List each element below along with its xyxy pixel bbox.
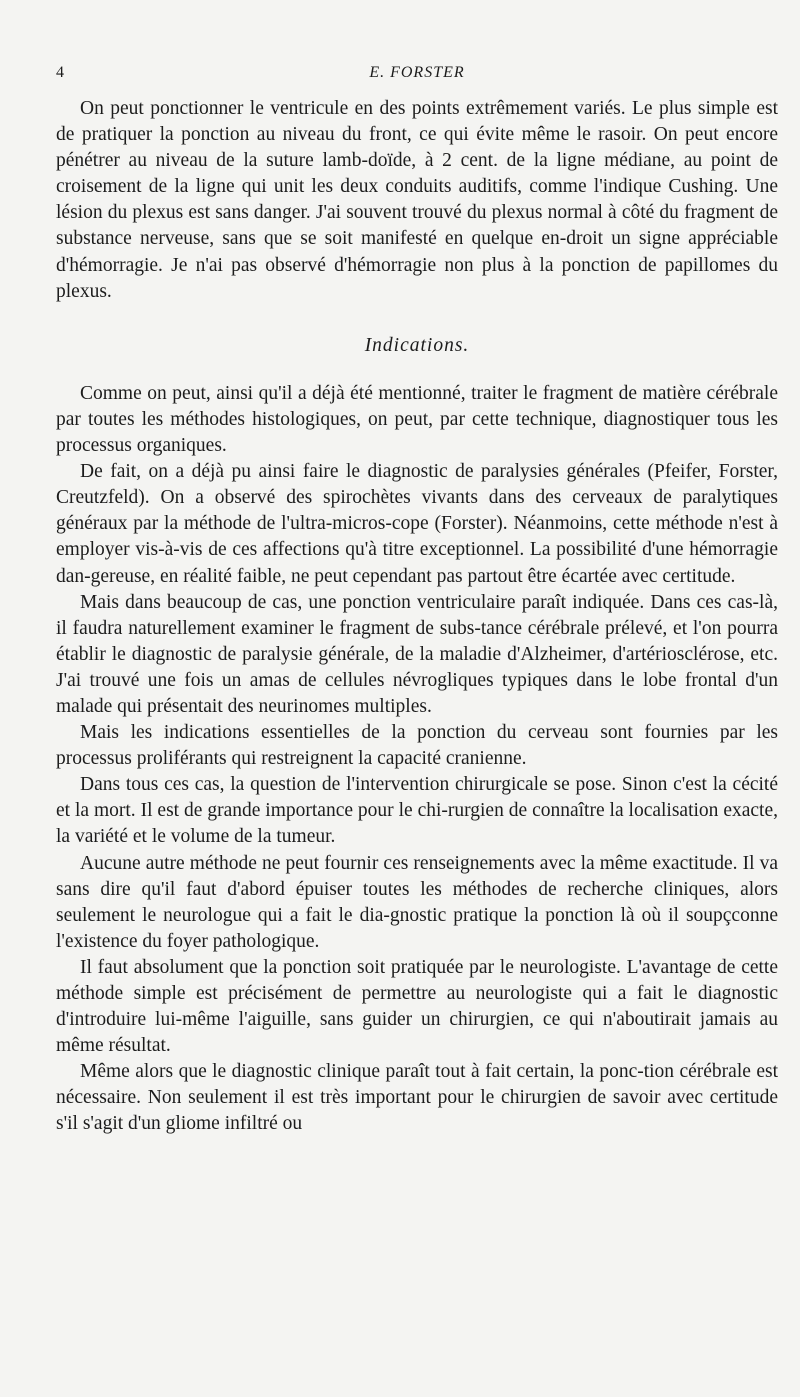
running-head-author: E. FORSTER	[369, 64, 465, 81]
running-head	[56, 64, 778, 88]
page-body	[56, 96, 778, 1138]
paragraph: Il faut absolument que la ponction soit pratiquée par le neurologiste. L'avantage de cette méthode simple est précisément de permettre au neurologiste qui a fait le diagnostic d'introduire lui-même l'aiguille, sans guider un chirurgien, ce qui n'aboutirait jamais au même résultat.	[56, 956, 778, 1057]
paragraph: Mais dans beaucoup de cas, une ponction ventriculaire paraît indiquée. Dans ces cas-là, il faudra naturellement examiner le fragment de subs-tance cérébrale prélevé, et l'on pourra établir le diagnostic de paralysie générale, de la maladie d'Alzheimer, d'artériosclérose, etc. J'ai trouvé une fois un amas de cellules névrogliques typiques dans le lobe frontal d'un malade qui présentait des neurinomes multiples.	[56, 591, 778, 717]
paragraph: Comme on peut, ainsi qu'il a déjà été mentionné, traiter le fragment de matière cérébrale par toutes les méthodes histologiques, on peut, par cette technique, diagnostiquer tous les processus organiques.	[56, 382, 778, 457]
page-number: 4	[56, 64, 64, 81]
paragraph: Même alors que le diagnostic clinique paraît tout à fait certain, la ponc-tion cérébrale est nécessaire. Non seulement il est très important pour le chirurgien de savoir avec certitude s'il s'agit d'un gliome infiltré ou	[56, 1061, 778, 1135]
section-title: Indications.	[364, 334, 470, 356]
paragraph: De fait, on a déjà pu ainsi faire le diagnostic de paralysies générales (Pfeifer, Forster, Creutzfeld). On a observé des spirochètes vivants dans des cerveaux de paralytiques généraux par la méthode de l'ultra-micros-cope (Forster). Néanmoins, cette méthode n'est à employer vis-à-vis de ces affections qu'à titre exceptionnel. La possibilité d'une hémorragie dan-gereuse, en réalité faible, ne peut cependant pas partout être écartée avec certitude.	[56, 461, 778, 587]
paragraph: On peut ponctionner le ventricule en des points extrêmement variés. Le plus simple est de pratiquer la ponction au niveau du front, ce qui évite même le rasoir. On peut encore pénétrer au niveau de la suture lamb-doïde, à 2 cent. de la ligne médiane, au point de croisement de la ligne qui unit les deux conduits auditifs, comme l'indique Cushing. Une lésion du plexus est sans danger. J'ai souvent trouvé du plexus normal à côté du fragment de substance nerveuse, sans que se soit manifesté en quelque en-droit un signe appréciable d'hémorragie. Je n'ai pas observé d'hémorragie non plus à la ponction de papillomes du plexus.	[56, 98, 778, 302]
paragraph: Dans tous ces cas, la question de l'intervention chirurgicale se pose. Sinon c'est la cécité et la mort. Il est de grande importance pour le chi-rurgien de connaître la localisation exacte, la variété et le volume de la tumeur.	[56, 774, 778, 848]
paragraph: Aucune autre méthode ne peut fournir ces renseignements avec la même exactitude. Il va sans dire qu'il faut d'abord épuiser toutes les méthodes de recherche cliniques, alors seulement le neurologue qui a fait le dia-gnostic pratique la ponction là où il soupçconne l'existence du foyer pathologique.	[56, 852, 778, 952]
paragraph: Mais les indications essentielles de la ponction du cerveau sont fournies par les processus proliférants qui restreignent la capacité cranienne.	[56, 722, 778, 770]
